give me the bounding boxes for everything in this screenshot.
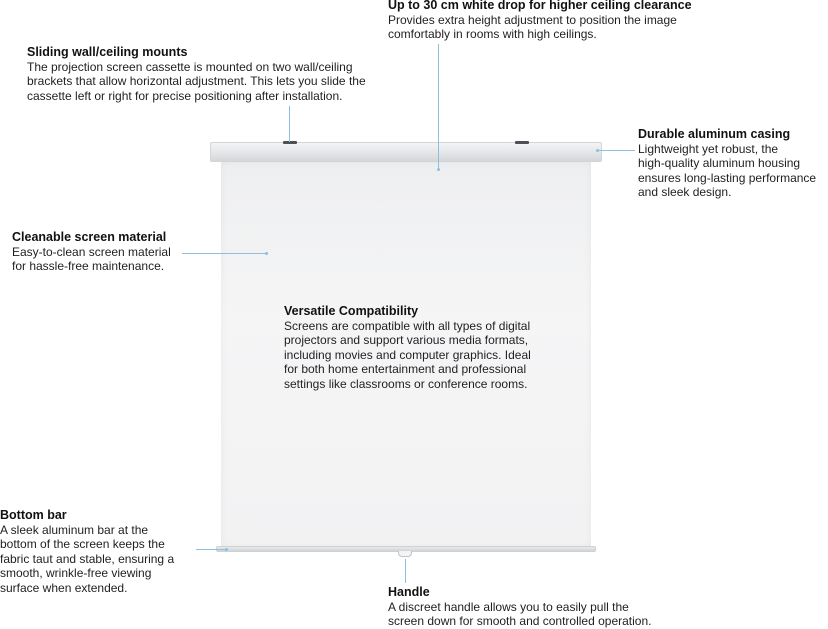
aluminum-casing: [210, 142, 602, 162]
leader-line-bottom-bar: [196, 549, 226, 550]
callout-description: A discreet handle allows you to easily pull the screen down for smooth and controlled operation.: [388, 599, 652, 628]
leader-dot-drop: [437, 168, 440, 171]
callout-description: Lightweight yet robust, the high-quality aluminum housing ensures long-lasting performance and sleek design.: [638, 141, 817, 199]
leader-dot-cleanable: [265, 252, 268, 255]
callout-title: Versatile Compatibility: [284, 304, 419, 318]
callout-sliding-mounts: [27, 45, 407, 103]
callout-white-drop: [388, 0, 728, 42]
leader-line-mounts: [289, 106, 290, 142]
callout-description: The projection screen cassette is mounted on two wall/ceiling brackets that allow horizontal adjustment. This lets you slide the cassette left or right for precise positioning after installation.: [27, 59, 366, 103]
callout-title: Cleanable screen material: [12, 230, 167, 244]
leader-line-cleanable: [182, 253, 266, 254]
callout-cleanable-material: [12, 230, 212, 274]
callout-title: Sliding wall/ceiling mounts: [27, 45, 188, 59]
leader-dot-bottom-bar: [225, 548, 228, 551]
callout-aluminum-casing: [638, 127, 828, 200]
callout-handle: [388, 585, 728, 629]
callout-title: Handle: [388, 585, 430, 599]
mount-bracket-right: [515, 141, 529, 144]
leader-line-casing: [599, 150, 635, 151]
mount-bracket-left: [283, 141, 297, 144]
screen-handle: [398, 551, 412, 557]
callout-description: A sleek aluminum bar at the bottom of the screen keeps the fabric taut and stable, ensuring a smooth, wrinkle-free viewing surface when extended.: [0, 522, 175, 595]
callout-title: Durable aluminum casing: [638, 127, 791, 141]
leader-line-drop: [438, 44, 439, 168]
callout-description: Provides extra height adjustment to position the image comfortably in rooms with high ceilings.: [388, 12, 677, 41]
callout-title: Bottom bar: [0, 508, 67, 522]
callout-title: Up to 30 cm white drop for higher ceiling clearance: [388, 0, 692, 12]
leader-line-handle: [405, 559, 406, 583]
callout-description: Easy-to-clean screen material for hassle-free maintenance.: [12, 244, 171, 273]
callout-versatile-compatibility: [284, 304, 584, 391]
callout-bottom-bar: [0, 508, 200, 595]
callout-description: Screens are compatible with all types of digital projectors and support various media formats, including movies and computer graphics. Ideal for both home entertainment and professional settings like classrooms or conference rooms.: [284, 318, 531, 391]
leader-dot-casing: [596, 149, 599, 152]
